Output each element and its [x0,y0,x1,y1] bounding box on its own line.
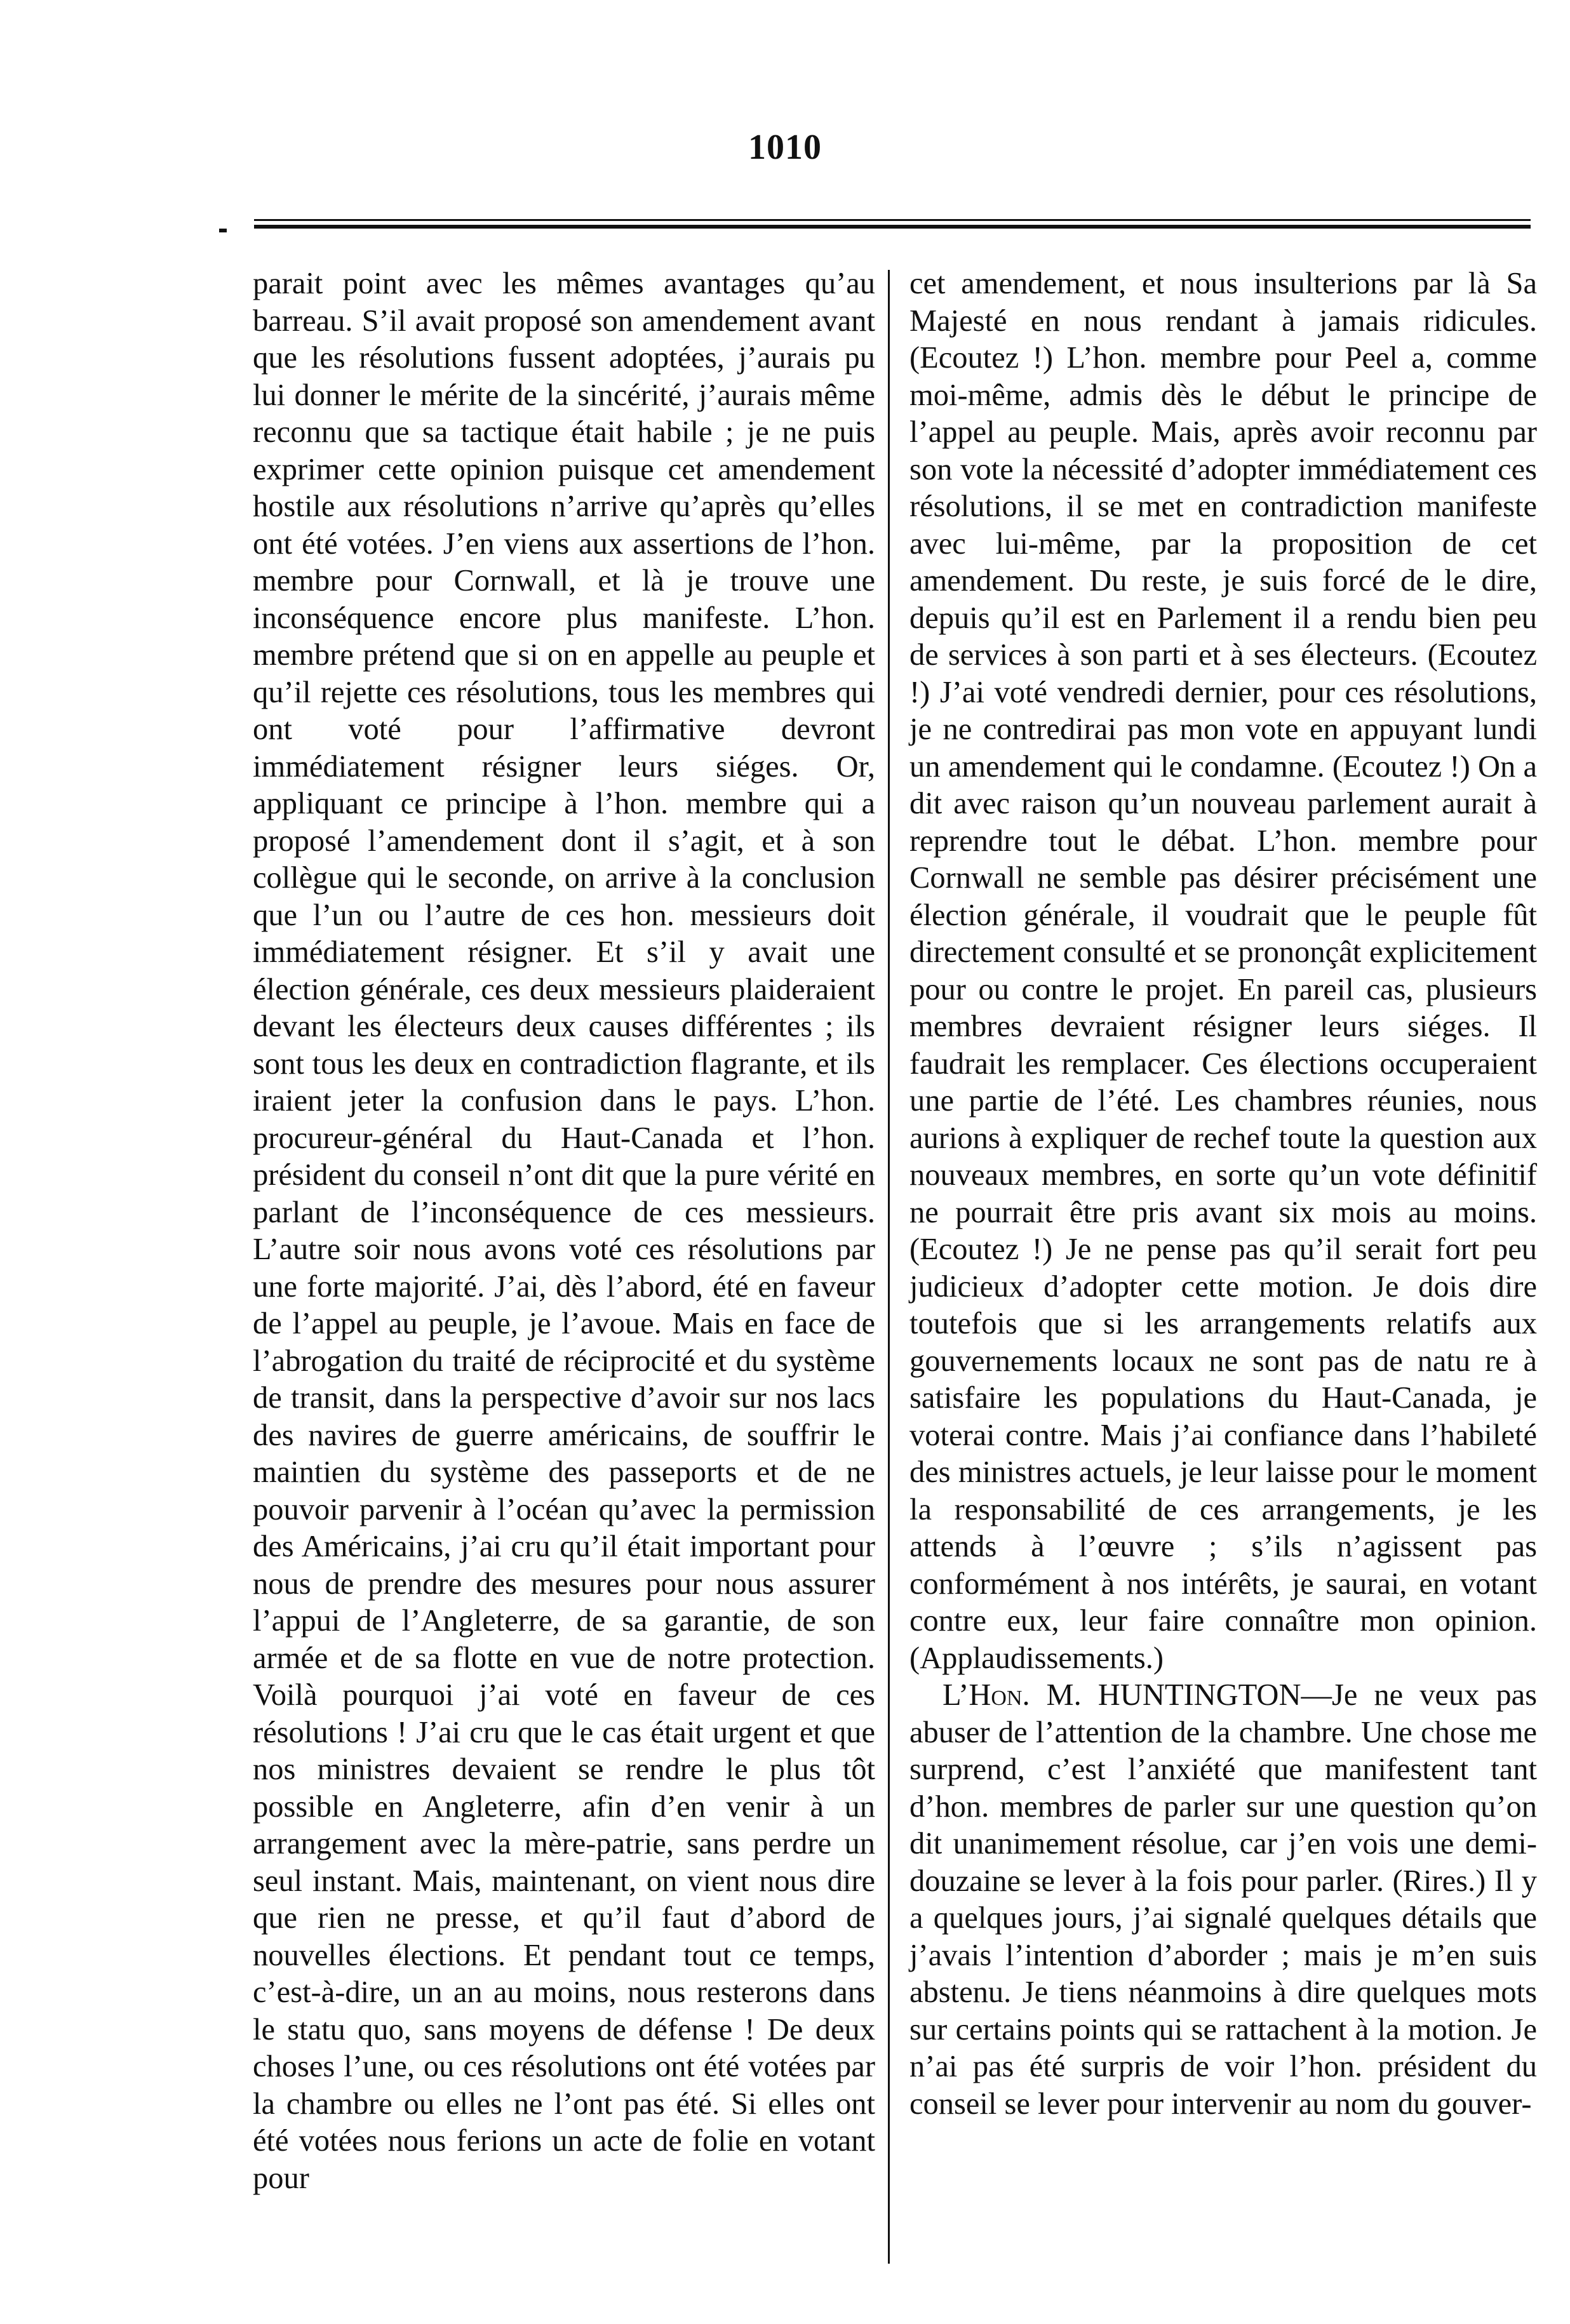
speech-text: Je ne veux pas abuser de l’attention de la chambre. Une chose me surprend, c’est l’anxiété que manifestent tant d’hon. membres de parler sur une question qu’on dit unanimement résolue, car j’en vois une demi-douzaine se lever à la fois pour parler. (Rires.) Il y a quelques jours, j’ai signalé quelques détails que j’avais l’intention d’aborder ; mais je m’en suis abstenu. Je tiens néanmoins à dire quelques mots sur certains points qui se rattachent à la motion. Je n’ai pas été surpris de voir l’hon. président du conseil se lever pour intervenir au nom du gouver- [909,1678,1537,2121]
right-paragraph-1: cet amendement, et nous insulterions par là Sa Majesté en nous rendant à jamais ridicules. (Ecoutez !) L’hon. membre pour Peel a, comme moi-même, admis dès le début le principe de l’appel au peuple. Mais, après avoir reconnu par son vote la nécessité d’adopter immédiatement ces résolutions, il se met en contradiction manifeste avec lui-même, par la proposition de cet amendement. Du reste, je suis forcé de le dire, depuis qu’il est en Parlement il a rendu bien peu de services à son parti et à ses électeurs. (Ecoutez !) J’ai voté vendredi dernier, pour ces résolutions, je ne contredirai pas mon vote en appuyant lundi un amendement qui le condamne. (Ecoutez !) On a dit avec raison qu’un nouveau parlement aurait à reprendre tout le débat. L’hon. membre pour Cornwall ne semble pas désirer précisément une élection générale, il voudrait que le peuple fût directement consulté et se prononçât explicitement pour ou contre le projet. En pareil cas, plusieurs membres devraient résigner leurs siéges. Il faudrait les remplacer. Ces élections occuperaient une partie de l’été. Les chambres réunies, nous aurions à expliquer de rechef toute la question aux nouveaux membres, en sorte qu’un vote définitif ne pourrait être pris avant six mois au moins. (Ecoutez !) Je ne pense pas qu’il serait fort peu judicieux d’adopter cette motion. Je dois dire toutefois que si les arrangements relatifs aux gouvernements locaux ne sont pas de natu re à satisfaire les populations du Haut-Canada, je voterai contre. Mais j’ai confiance dans l’habileté des ministres actuels, je leur laisse pour le moment la responsabilité de ces arrangements, je les attends à l’œuvre ; s’ils n’agissent pas conformément à nos intérêts, je saurai, en votant contre eux, leur faire connaître mon opinion. (Applaudissements.) [909,267,1537,1675]
header-rule-thick [254,225,1531,229]
column-divider [888,270,890,2264]
left-column [253,265,875,2197]
left-paragraph-1: parait point avec les mêmes avantages qu’au barreau. S’il avait proposé son amendement avant que les résolutions fussent adoptées, j’aurais pu lui donner le mérite de la sincérité, j’aurais même reconnu que sa tactique était habile ; je ne puis exprimer cette opinion puisque cet amendement hostile aux résolutions n’arrive qu’après qu’elles ont été votées. J’en viens aux assertions de l’hon. membre pour Cornwall, et là je trouve une inconséquence encore plus manifeste. L’hon. membre prétend que si on en appelle au peuple et qu’il rejette ces résolutions, tous les membres qui ont voté pour l’affirmative devront immédiatement résigner leurs siéges. Or, appliquant ce principe à l’hon. membre qui a proposé l’amendement dont il s’agit, et à son collègue qui le seconde, on arrive à la conclusion que l’un ou l’autre de ces hon. messieurs doit immédiatement résigner. Et s’il y avait une élection générale, ces deux messieurs plaideraient devant les électeurs deux causes différentes ; ils sont tous les deux en contradiction flagrante, et ils iraient jeter la confusion dans le pays. L’hon. procureur-général du Haut-Canada et l’hon. président du conseil n’ont dit que la pure vérité en parlant de l’inconséquence de ces messieurs. L’autre soir nous avons voté ces résolutions par une forte majorité. J’ai, dès l’abord, été en faveur de l’appel au peuple, je l’avoue. Mais en face de l’abrogation du traité de réciprocité et du système de transit, dans la perspective d’avoir sur nos lacs des navires de guerre américains, de souffrir le maintien du système des passeports et de ne pouvoir parvenir à l’océan qu’avec la permission des Américains, j’ai cru qu’il était important pour nous de prendre des mesures pour nous assurer l’appui de l’Angleterre, de sa garantie, de son armée et de sa flotte en vue de notre protection. Voilà pourquoi j’ai voté en faveur de ces résolutions ! J’ai cru que le cas était urgent et que nos ministres devaient se rendre le plus tôt possible en Angleterre, afin d’en venir à un arrangement avec la mère-patrie, sans perdre un seul instant. Mais, maintenant, on vient nous dire que rien ne presse, et qu’il faut d’abord de nouvelles élections. Et pendant tout ce temps, c’est-à-dire, un an au moins, nous resterons dans le statu quo, sans moyens de défense ! De deux choses l’une, ou ces résolutions ont été votées par la chambre ou elles ne l’ont pas été. Si elles ont été votées nous ferions un acte de folie en votant pour [253,267,875,2195]
speaker-name: L’Hon. M. HUNTINGTON— [943,1678,1332,1712]
page-number: 1010 [748,128,822,167]
header-rule-thin [254,219,1531,221]
speech-paragraph [909,1677,1537,2123]
right-column [909,265,1537,2123]
header-mark [219,229,227,232]
